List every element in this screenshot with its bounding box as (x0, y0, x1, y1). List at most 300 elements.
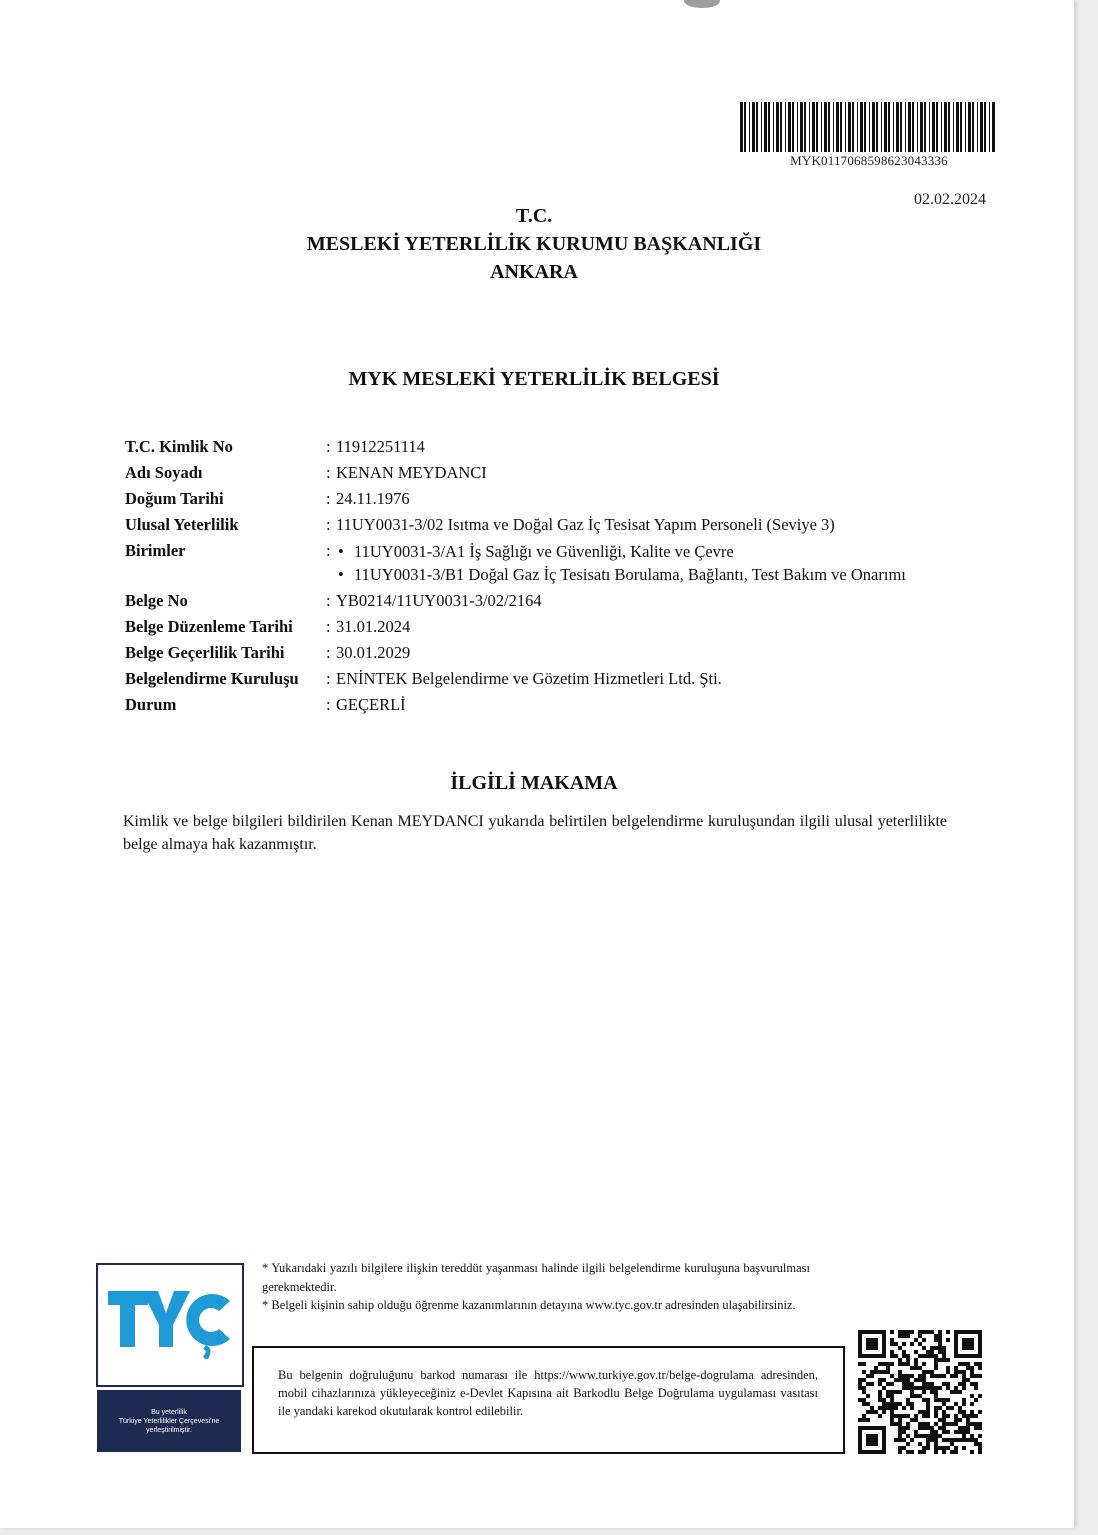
qr-module (962, 1378, 966, 1382)
qr-module (926, 1402, 930, 1406)
qr-module (886, 1402, 890, 1406)
qr-module (858, 1418, 862, 1422)
qr-module (882, 1386, 886, 1390)
qr-module (966, 1366, 970, 1370)
qr-module (970, 1382, 974, 1386)
qr-module (970, 1366, 974, 1370)
qr-module (942, 1398, 946, 1402)
qr-module (926, 1446, 930, 1450)
barcode-bar (924, 102, 926, 152)
qr-module (970, 1450, 974, 1454)
qr-module (902, 1374, 906, 1378)
qr-module (926, 1414, 930, 1418)
qr-module (874, 1370, 878, 1374)
qr-module (902, 1426, 906, 1430)
qr-module (930, 1382, 934, 1386)
qr-module (898, 1370, 902, 1374)
qr-module (934, 1398, 938, 1402)
qr-module (922, 1382, 926, 1386)
barcode-bar (836, 102, 839, 152)
barcode-bar (785, 102, 786, 152)
field-label: Belge No (125, 591, 188, 610)
qr-module (886, 1370, 890, 1374)
qr-module (934, 1362, 938, 1366)
qr-module (950, 1442, 954, 1446)
barcode-bar (860, 102, 863, 152)
qr-module (898, 1450, 902, 1454)
qr-module (978, 1450, 982, 1454)
qr-module (950, 1390, 954, 1394)
field-label: Belgelendirme Kuruluşu (125, 669, 299, 688)
field-value: 30.01.2029 (336, 643, 411, 662)
qr-module (934, 1354, 938, 1358)
field-label: Belge Geçerlilik Tarihi (125, 643, 285, 662)
qr-module (926, 1434, 930, 1438)
qr-module (870, 1374, 874, 1378)
qr-module (962, 1386, 966, 1390)
barcode-bar (764, 102, 767, 152)
qr-module (942, 1350, 946, 1354)
qr-module (918, 1330, 922, 1334)
qr-module (946, 1438, 950, 1442)
qr-module (978, 1434, 982, 1438)
qr-module (954, 1390, 958, 1394)
qr-module (914, 1386, 918, 1390)
qr-module (918, 1410, 922, 1414)
qr-module (934, 1434, 938, 1438)
qr-module (954, 1402, 958, 1406)
barcode-bar (920, 102, 923, 152)
qr-module (906, 1362, 910, 1366)
qr-module (978, 1442, 982, 1446)
qr-module (922, 1370, 926, 1374)
qr-module (922, 1362, 926, 1366)
qr-module (962, 1402, 966, 1406)
barcode-bar (977, 102, 978, 152)
qr-module (938, 1386, 942, 1390)
qr-module (922, 1338, 926, 1342)
qr-module (902, 1354, 906, 1358)
verification-box (252, 1346, 845, 1454)
qr-module (910, 1406, 914, 1410)
qr-module (886, 1406, 890, 1410)
field-separator: : (326, 617, 331, 636)
qr-module (930, 1370, 934, 1374)
qr-module (950, 1374, 954, 1378)
qr-module (922, 1446, 926, 1450)
qr-module (914, 1430, 918, 1434)
qr-module (958, 1406, 962, 1410)
qr-module (902, 1350, 906, 1354)
qr-module (906, 1378, 910, 1382)
qr-module (958, 1426, 962, 1430)
qr-module (906, 1374, 910, 1378)
qr-module (922, 1398, 926, 1402)
qr-module (922, 1414, 926, 1418)
qr-module (962, 1410, 966, 1414)
qr-module (906, 1354, 910, 1358)
qr-module (914, 1350, 918, 1354)
qr-module (966, 1438, 970, 1442)
qr-module (970, 1438, 974, 1442)
qr-module (926, 1426, 930, 1430)
qr-module (934, 1338, 938, 1342)
barcode-bar (876, 102, 878, 152)
qr-module (894, 1342, 898, 1346)
qr-module (962, 1382, 966, 1386)
banner-line: Türkiye Yeterlilikler Çerçevesi'ne (118, 1417, 220, 1425)
qr-module (878, 1398, 882, 1402)
qr-module (954, 1430, 958, 1434)
qr-module (970, 1402, 974, 1406)
field-value: ENİNTEK Belgelendirme ve Gözetim Hizmetleri Ltd. Şti. (336, 669, 722, 688)
qr-module (910, 1390, 914, 1394)
field-value: GEÇERLİ (336, 695, 406, 714)
qr-module (910, 1382, 914, 1386)
qr-module (978, 1366, 982, 1370)
qr-module (882, 1362, 886, 1366)
qr-module (918, 1450, 922, 1454)
barcode-bar (872, 102, 875, 152)
qr-module (942, 1446, 946, 1450)
footer-notes (262, 1259, 810, 1315)
qr-module (890, 1410, 894, 1414)
qr-module (970, 1394, 974, 1398)
barcode-bar (833, 102, 834, 152)
qr-module (966, 1422, 970, 1426)
document-date: 02.02.2024 (914, 191, 986, 208)
qr-module (954, 1450, 958, 1454)
qr-module (910, 1342, 914, 1346)
barcode-bar (972, 102, 974, 152)
qr-module (890, 1342, 894, 1346)
qr-module (906, 1402, 910, 1406)
qr-module (970, 1374, 974, 1378)
field-value: YB0214/11UY0031-3/02/2164 (336, 591, 542, 610)
makama-title: İLGİLİ MAKAMA (450, 772, 618, 794)
qr-module (930, 1438, 934, 1442)
barcode-number: MYK0117068598623043336 (790, 153, 948, 168)
qr-module (946, 1386, 950, 1390)
qr-module (902, 1430, 906, 1434)
barcode-bar (756, 102, 758, 152)
qr-module (974, 1362, 978, 1366)
barcode-bar (881, 102, 882, 152)
qr-module (902, 1386, 906, 1390)
field-label: Durum (125, 695, 177, 714)
qr-module (930, 1430, 934, 1434)
qr-module (942, 1418, 946, 1422)
qr-module (902, 1406, 906, 1410)
qr-module (878, 1370, 882, 1374)
qr-module (966, 1418, 970, 1422)
field-adi-soyadi (125, 462, 995, 488)
field-value: 11UY0031-3/02 Isıtma ve Doğal Gaz İç Tesisat Yapım Personeli (Seviye 3) (336, 515, 835, 534)
qr-module (898, 1402, 902, 1406)
qr-module (878, 1406, 882, 1410)
qr-module (886, 1382, 890, 1386)
qr-module (890, 1390, 894, 1394)
qr-module (906, 1442, 910, 1446)
qr-module (926, 1354, 930, 1358)
qr-module (902, 1438, 906, 1442)
qr-module (958, 1382, 962, 1386)
qr-module (974, 1414, 978, 1418)
qr-module (950, 1406, 954, 1410)
qr-module (946, 1398, 950, 1402)
qr-module (974, 1374, 978, 1378)
qr-module (906, 1386, 910, 1390)
qr-module (886, 1362, 890, 1366)
qr-module (942, 1346, 946, 1350)
verification-text: Bu belgenin doğruluğunu barkod numarası ile https://www.turkiye.gov.tr/belge-dogrulama adresinden, mobil cihazlarınıza yükleyeceğiniz e-Devlet Kapısına ait Barkodlu Belge Doğrulama uygulaması vasıtası ile yandaki karekod okutularak kontrol edilebilir. (278, 1368, 818, 1418)
qr-module (918, 1422, 922, 1426)
barcode-bar (944, 102, 947, 152)
qr-module (946, 1338, 950, 1342)
qr-module (910, 1402, 914, 1406)
qr-module (858, 1386, 862, 1390)
qr-module (918, 1342, 922, 1346)
qr-module (906, 1450, 910, 1454)
field-label: Ulusal Yeterlilik (125, 515, 239, 534)
field-value: 11912251114 (336, 437, 425, 456)
field-duzenleme-tarihi (125, 616, 995, 642)
qr-module (946, 1366, 950, 1370)
qr-module (890, 1374, 894, 1378)
qr-module (866, 1394, 870, 1398)
qr-module (862, 1398, 866, 1402)
barcode-bar (797, 102, 798, 152)
qr-module (966, 1426, 970, 1430)
qr-module (934, 1386, 938, 1390)
qr-module (918, 1394, 922, 1398)
qr-module (962, 1426, 966, 1430)
qr-module (942, 1430, 946, 1434)
qr-module (954, 1422, 958, 1426)
qr-module (954, 1414, 958, 1418)
qr-module (910, 1394, 914, 1398)
field-dogum-tarihi (125, 488, 995, 514)
qr-module (938, 1334, 942, 1338)
qr-module (898, 1374, 902, 1378)
qr-module (922, 1450, 926, 1454)
field-separator: : (326, 541, 331, 560)
qr-module (902, 1362, 906, 1366)
qr-code (858, 1330, 982, 1454)
qr-module (962, 1398, 966, 1402)
barcode-bar (989, 102, 990, 152)
qr-module (878, 1378, 882, 1382)
barcode-bar (912, 102, 914, 152)
qr-module (898, 1378, 902, 1382)
qr-module (890, 1382, 894, 1386)
barcode-bar (932, 102, 935, 152)
barcode-bar (812, 102, 815, 152)
qr-module (890, 1362, 894, 1366)
qr-module (938, 1342, 942, 1346)
qr-module (866, 1382, 870, 1386)
qr-module (938, 1358, 942, 1362)
qr-module (974, 1386, 978, 1390)
barcode-bar (869, 102, 870, 152)
qr-module (918, 1374, 922, 1378)
qr-module (906, 1330, 910, 1334)
qr-module (890, 1338, 894, 1342)
qr-module (886, 1394, 890, 1398)
qr-module (974, 1426, 978, 1430)
qr-module (950, 1422, 954, 1426)
qr-module (902, 1342, 906, 1346)
qr-module (946, 1358, 950, 1362)
qr-module (922, 1354, 926, 1358)
barcode-bar (744, 102, 746, 152)
qr-module (922, 1386, 926, 1390)
qr-module (910, 1438, 914, 1442)
list-item: • 11UY0031-3/A1 İş Sağlığı ve Güvenliği, Kalite ve Çevre (336, 540, 995, 563)
barcode-bar (788, 102, 791, 152)
qr-module (914, 1378, 918, 1382)
qr-module (886, 1366, 890, 1370)
barcode-bar (965, 102, 966, 152)
qr-module (902, 1330, 906, 1334)
qr-module (918, 1434, 922, 1438)
qr-module (870, 1382, 874, 1386)
qr-module (942, 1382, 946, 1386)
qr-module (938, 1426, 942, 1430)
field-label: Birimler (125, 541, 186, 560)
qr-finder (866, 1434, 878, 1446)
barcode-bar (984, 102, 986, 152)
qr-module (934, 1446, 938, 1450)
barcode-bar (761, 102, 762, 152)
qr-module (914, 1338, 918, 1342)
qr-module (930, 1386, 934, 1390)
qr-module (946, 1430, 950, 1434)
barcode-bar (780, 102, 782, 152)
qr-module (918, 1426, 922, 1430)
barcode-bar (864, 102, 866, 152)
qr-module (926, 1330, 930, 1334)
qr-module (914, 1418, 918, 1422)
qr-module (922, 1330, 926, 1334)
qr-module (978, 1374, 982, 1378)
qr-module (974, 1398, 978, 1402)
qr-module (942, 1402, 946, 1406)
qr-module (890, 1422, 894, 1426)
qr-module (962, 1430, 966, 1434)
qr-module (926, 1442, 930, 1446)
qr-module (898, 1330, 902, 1334)
qr-module (930, 1374, 934, 1378)
qr-module (926, 1350, 930, 1354)
certificate-fields (125, 436, 995, 720)
qr-module (866, 1410, 870, 1414)
qr-module (870, 1370, 874, 1374)
qr-module (898, 1358, 902, 1362)
qr-module (906, 1422, 910, 1426)
qr-module (962, 1438, 966, 1442)
field-separator: : (326, 669, 331, 688)
qr-module (926, 1370, 930, 1374)
barcode-bar (824, 102, 827, 152)
qr-module (950, 1450, 954, 1454)
qr-module (894, 1390, 898, 1394)
qr-module (906, 1334, 910, 1338)
qr-module (930, 1346, 934, 1350)
barcode-bar (900, 102, 902, 152)
header-organization: MESLEKİ YETERLİLİK KURUMU BAŞKANLIĞI (306, 233, 762, 255)
qr-module (922, 1410, 926, 1414)
qr-module (890, 1414, 894, 1418)
qr-module (934, 1346, 938, 1350)
qr-module (938, 1434, 942, 1438)
qr-module (946, 1422, 950, 1426)
barcode-bar (936, 102, 938, 152)
qr-module (870, 1406, 874, 1410)
qr-module (942, 1354, 946, 1358)
qr-module (886, 1390, 890, 1394)
qr-module (914, 1414, 918, 1418)
barcode-bar (884, 102, 887, 152)
barcode-bar (905, 102, 906, 152)
qr-module (954, 1386, 958, 1390)
barcode-bar (752, 102, 755, 152)
qr-module (878, 1414, 882, 1418)
qr-module (890, 1398, 894, 1402)
qr-module (906, 1382, 910, 1386)
qr-module (898, 1346, 902, 1350)
qr-module (942, 1358, 946, 1362)
field-value: KENAN MEYDANCI (336, 463, 487, 482)
qr-module (906, 1398, 910, 1402)
header-country: T.C. (515, 205, 553, 227)
qr-module (882, 1402, 886, 1406)
qr-module (978, 1446, 982, 1450)
qr-module (978, 1422, 982, 1426)
qr-module (930, 1350, 934, 1354)
qr-module (942, 1410, 946, 1414)
qr-module (918, 1366, 922, 1370)
qr-module (926, 1386, 930, 1390)
qr-module (954, 1446, 958, 1450)
barcode-bar (828, 102, 830, 152)
qr-module (938, 1418, 942, 1422)
qr-module (894, 1438, 898, 1442)
qr-module (894, 1402, 898, 1406)
qr-module (970, 1414, 974, 1418)
qr-module (922, 1434, 926, 1438)
qr-module (942, 1426, 946, 1430)
qr-module (906, 1434, 910, 1438)
barcode-bar (840, 102, 842, 152)
qr-module (918, 1386, 922, 1390)
qr-module (902, 1414, 906, 1418)
field-separator: : (326, 437, 331, 456)
qr-module (890, 1406, 894, 1410)
qr-module (874, 1366, 878, 1370)
qr-module (942, 1414, 946, 1418)
qr-module (958, 1362, 962, 1366)
barcode-bar (968, 102, 971, 152)
qr-module (914, 1358, 918, 1362)
field-separator: : (326, 463, 331, 482)
barcode-bar (792, 102, 794, 152)
qr-module (934, 1358, 938, 1362)
qr-module (942, 1438, 946, 1442)
qr-module (926, 1438, 930, 1442)
qr-module (934, 1334, 938, 1338)
qr-module (890, 1418, 894, 1422)
